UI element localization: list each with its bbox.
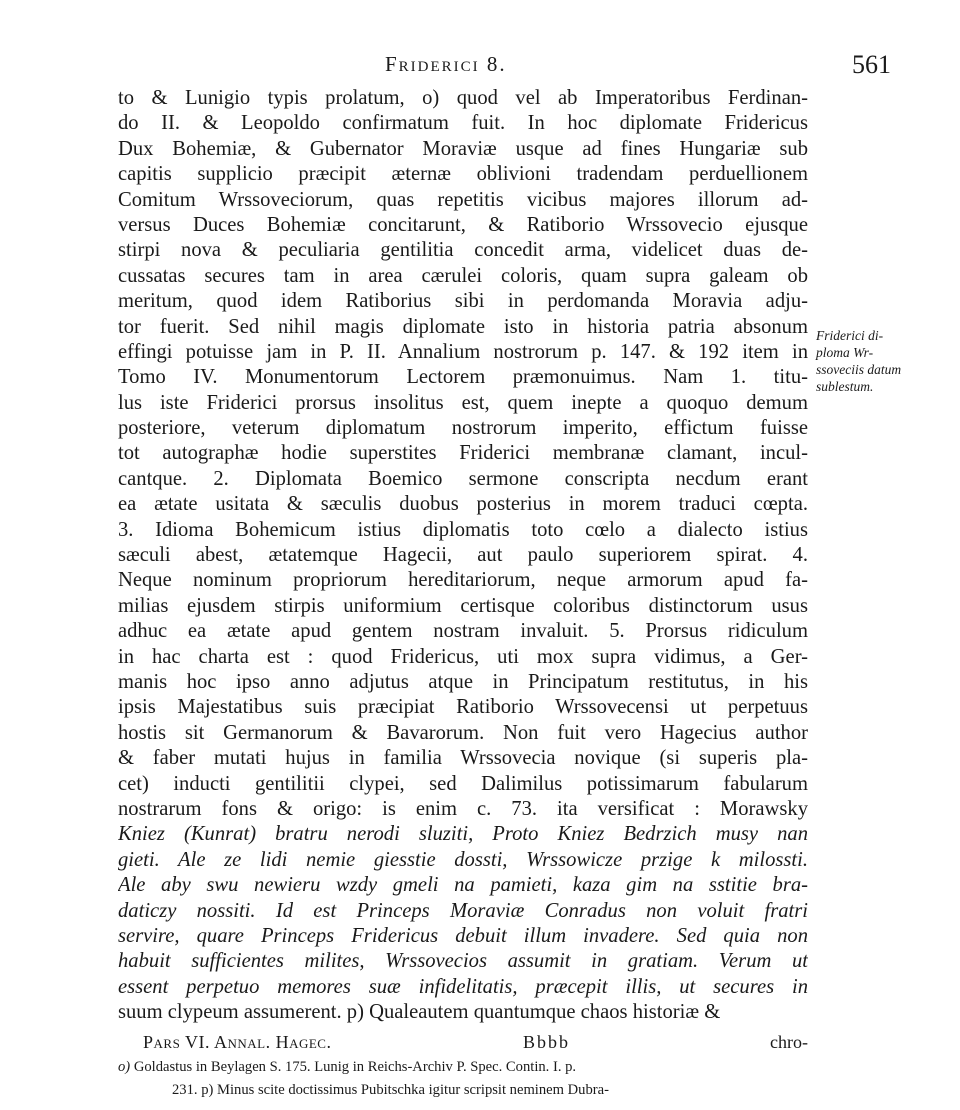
text-line: effingi potuisse jam in P. II. Annalium nostrorum p. 147. & 192 item in bbox=[118, 340, 808, 363]
text-line: to & Lunigio typis prolatum, o) quod vel ab Imperatoribus Ferdinan- bbox=[118, 87, 808, 109]
footnote-text: Goldastus in Beylagen S. 175. Lunig in Reichs-Archiv P. Spec. Contin. I. p. bbox=[133, 1059, 577, 1075]
running-head: Friderici 8. bbox=[385, 52, 507, 76]
signature-mark: Bbbb bbox=[523, 1032, 571, 1052]
text-line-quotation: gieti. Ale ze lidi nemie giesstie dossti, Wrssowicze przige k milossti. bbox=[118, 848, 808, 871]
text-line: tor fuerit. Sed nihil magis diplomate isto in historia patria absonum bbox=[118, 315, 808, 338]
text-line: cussatas secures tam in area cærulei coloris, quam supra galeam ob bbox=[118, 264, 808, 287]
page-footer bbox=[143, 1032, 808, 1056]
text-line: versus Duces Bohemiæ concitarunt, & Ratiborio Wrssovecio ejusque bbox=[118, 213, 808, 236]
footnote bbox=[118, 1057, 810, 1077]
text-line: Comitum Wrssoveciorum, quas repetitis vicibus majores illorum ad- bbox=[118, 188, 808, 211]
footnote-text: 231. p) Minus scite doctissimus Pubitschka igitur scripsit neminem Dubra- bbox=[172, 1082, 609, 1098]
text-line: meritum, quod idem Ratiborius sibi in perdomanda Moravia adju- bbox=[118, 290, 808, 313]
text-line-translation: servire, quare Princeps Fridericus debuit illum invadere. Sed quia non bbox=[118, 924, 808, 947]
text-line: ipsis Majestatibus suis præcipiat Ratiborio Wrssovecensi ut perpetuus bbox=[118, 696, 808, 719]
text-line: Dux Bohemiæ, & Gubernator Moraviæ usque ad fines Hungariæ sub bbox=[118, 137, 808, 160]
footnote-mark: o) bbox=[118, 1059, 131, 1075]
text-line-quotation: Kniez (Kunrat) bratru nerodi sluziti, Proto Kniez Bedrzich musy nan bbox=[118, 823, 808, 846]
text-line-quotation: Ale aby swu newieru wzdy gmeli na pamieti, kaza gim na sstitie bra- bbox=[118, 874, 808, 897]
text-line: sæculi abest, ætatemque Hagecii, aut paulo superiorem spirat. 4. bbox=[118, 544, 808, 567]
part-label: Pars VI. Annal. Hagec. bbox=[143, 1032, 332, 1052]
text-line: lus iste Friderici prorsus insolitus est, quem inepte a quoquo demum bbox=[118, 391, 808, 414]
text-line: do II. & Leopoldo confirmatum fuit. In hoc diplomate Fridericus bbox=[118, 112, 808, 135]
text-line: 3. Idioma Bohemicum istius diplomatis toto cœlo a dialecto istius bbox=[118, 518, 808, 541]
text-line: ea ætate usitata & sæculis duobus posterius in morem traduci cœpta. bbox=[118, 493, 808, 516]
text-line: adhuc ea ætate apud gentem nostram invaluit. 5. Prorsus ridiculum bbox=[118, 620, 808, 643]
marginal-note-line: Friderici di- bbox=[816, 328, 884, 343]
text-line: in hac charta est : quod Fridericus, uti mox supra vidimus, a Ger- bbox=[118, 645, 808, 668]
text-line: milias ejusdem stirpis uniformium certisque coloribus distinctorum usus bbox=[118, 594, 808, 617]
text-line: nostrarum fons & origo: is enim c. 73. ita versificat : Morawsky bbox=[118, 797, 808, 820]
text-line: Neque nominum propriorum hereditariorum, neque armorum apud fa- bbox=[118, 569, 808, 592]
text-line: cet) inducti gentilitii clypei, sed Dalimilus potissimarum fabularum bbox=[118, 772, 808, 795]
marginal-note-line: ssoveciis datum bbox=[816, 362, 902, 377]
main-text-block bbox=[118, 86, 808, 1025]
text-line: hostis sit Germanorum & Bavarorum. Non fuit vero Hagecius author bbox=[118, 721, 808, 744]
text-line: manis hoc ipso anno adjutus atque in Principatum restitutus, in his bbox=[118, 670, 808, 693]
page-number: 561 bbox=[852, 50, 891, 79]
text-line: posteriore, veterum diplomatum nostrorum imperito, effictum fuisse bbox=[118, 417, 808, 440]
text-line: capitis supplicio præcipit æternæ oblivioni tradendam perduellionem bbox=[118, 163, 808, 186]
text-line-quotation: daticzy nossiti. Id est Princeps Moraviæ Conradus non voluit fratri bbox=[118, 899, 808, 922]
catchword: chro- bbox=[770, 1032, 808, 1052]
marginal-note-line: sublestum. bbox=[816, 379, 874, 394]
text-line: tot autographæ hodie superstites Friderici membranæ clamant, incul- bbox=[118, 442, 808, 465]
marginal-note bbox=[816, 327, 946, 395]
text-line-translation: habuit sufficientes milites, Wrssovecios assumit in gratiam. Verum ut bbox=[118, 950, 808, 973]
text-line: stirpi nova & peculiaria gentilitia concedit arma, videlicet duas de- bbox=[118, 239, 808, 262]
marginal-note-line: ploma Wr- bbox=[816, 345, 874, 360]
text-line-translation: essent perpetuo memores suæ infidelitatis, præcepit illis, ut secures in bbox=[118, 975, 808, 998]
text-line: & faber mutati hujus in familia Wrssovecia novique (si superis pla- bbox=[118, 747, 808, 770]
footnote bbox=[172, 1080, 812, 1100]
text-line: suum clypeum assumerent. p) Qualeautem quantumque chaos historiæ & bbox=[118, 1001, 721, 1024]
text-line: cantque. 2. Diplomata Boemico sermone conscripta necdum erant bbox=[118, 467, 808, 490]
text-line: Tomo IV. Monumentorum Lectorem præmonuimus. Nam 1. titu- bbox=[118, 366, 808, 389]
